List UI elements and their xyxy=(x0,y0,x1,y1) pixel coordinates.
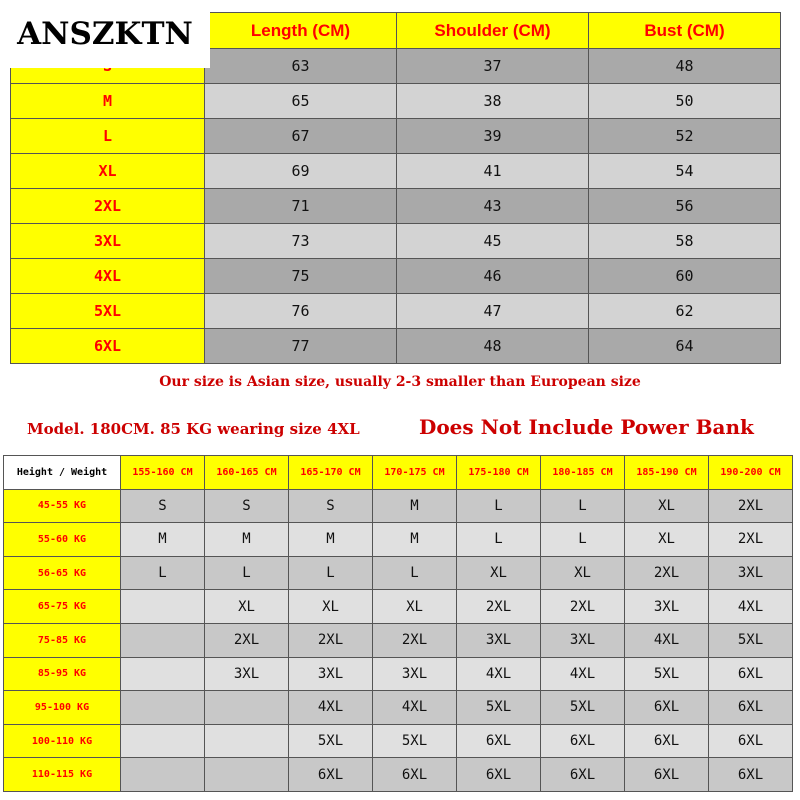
height-weight-corner-label: Height / Weight xyxy=(4,456,121,490)
power-bank-note: Does Not Include Power Bank xyxy=(419,415,754,439)
size-row xyxy=(11,224,781,259)
height-column-header: 175-180 CM xyxy=(457,456,541,490)
weight-row xyxy=(4,523,793,557)
shoulder-value: 38 xyxy=(397,84,589,119)
recommended-size-cell: L xyxy=(457,489,541,523)
weight-row xyxy=(4,590,793,624)
recommended-size-cell: 2XL xyxy=(373,623,457,657)
recommended-size-cell: M xyxy=(373,489,457,523)
height-column-header: 185-190 CM xyxy=(625,456,709,490)
height-column-header: 160-165 CM xyxy=(205,456,289,490)
weight-row-header: 110-115 KG xyxy=(4,758,121,792)
length-value: 71 xyxy=(205,189,397,224)
weight-row-header: 56-65 KG xyxy=(4,556,121,590)
length-value: 77 xyxy=(205,329,397,364)
bust-column-header: Bust (CM) xyxy=(589,13,781,49)
size-row xyxy=(11,294,781,329)
recommended-size-cell: 6XL xyxy=(625,724,709,758)
height-header-row xyxy=(4,456,793,490)
recommended-size-cell: 2XL xyxy=(709,523,793,557)
length-value: 67 xyxy=(205,119,397,154)
size-label: 4XL xyxy=(11,259,205,294)
size-label: 3XL xyxy=(11,224,205,259)
height-column-header: 165-170 CM xyxy=(289,456,373,490)
recommended-size-cell xyxy=(121,623,205,657)
height-column-header: 190-200 CM xyxy=(709,456,793,490)
shoulder-value: 37 xyxy=(397,49,589,84)
size-label: M xyxy=(11,84,205,119)
bust-value: 60 xyxy=(589,259,781,294)
size-label: L xyxy=(11,119,205,154)
size-row xyxy=(11,189,781,224)
size-label: XL xyxy=(11,154,205,189)
shoulder-value: 47 xyxy=(397,294,589,329)
length-value: 73 xyxy=(205,224,397,259)
bust-value: 56 xyxy=(589,189,781,224)
weight-row-header: 85-95 KG xyxy=(4,657,121,691)
recommended-size-cell: 4XL xyxy=(541,657,625,691)
recommended-size-cell: 5XL xyxy=(373,724,457,758)
recommended-size-cell: S xyxy=(205,489,289,523)
recommended-size-cell: 6XL xyxy=(709,724,793,758)
recommended-size-cell: S xyxy=(121,489,205,523)
recommended-size-cell: 6XL xyxy=(457,758,541,792)
length-value: 65 xyxy=(205,84,397,119)
recommended-size-cell: 2XL xyxy=(289,623,373,657)
recommended-size-cell: 4XL xyxy=(373,691,457,725)
weight-row xyxy=(4,691,793,725)
weight-row xyxy=(4,758,793,792)
bust-value: 58 xyxy=(589,224,781,259)
height-column-header: 170-175 CM xyxy=(373,456,457,490)
recommended-size-cell: 3XL xyxy=(205,657,289,691)
recommended-size-cell: 3XL xyxy=(289,657,373,691)
recommended-size-cell: L xyxy=(205,556,289,590)
recommended-size-cell: 5XL xyxy=(457,691,541,725)
recommended-size-cell: 6XL xyxy=(541,724,625,758)
recommended-size-cell: 3XL xyxy=(541,623,625,657)
recommended-size-cell xyxy=(121,691,205,725)
bust-value: 64 xyxy=(589,329,781,364)
length-value: 63 xyxy=(205,49,397,84)
recommended-size-cell: XL xyxy=(373,590,457,624)
size-recommendation-table xyxy=(3,455,793,792)
bust-value: 52 xyxy=(589,119,781,154)
weight-row xyxy=(4,657,793,691)
recommended-size-cell: 3XL xyxy=(709,556,793,590)
shoulder-value: 45 xyxy=(397,224,589,259)
recommended-size-cell: 6XL xyxy=(709,657,793,691)
recommended-size-cell xyxy=(205,758,289,792)
recommended-size-cell: L xyxy=(373,556,457,590)
bust-value: 50 xyxy=(589,84,781,119)
recommended-size-cell: 6XL xyxy=(457,724,541,758)
recommended-size-cell: XL xyxy=(289,590,373,624)
recommended-size-cell: XL xyxy=(457,556,541,590)
recommended-size-cell: M xyxy=(205,523,289,557)
recommended-size-cell: 3XL xyxy=(457,623,541,657)
recommended-size-cell: L xyxy=(121,556,205,590)
size-label: 6XL xyxy=(11,329,205,364)
size-row xyxy=(11,154,781,189)
bust-value: 48 xyxy=(589,49,781,84)
recommended-size-cell: L xyxy=(541,523,625,557)
recommended-size-cell: 4XL xyxy=(289,691,373,725)
recommended-size-cell: L xyxy=(541,489,625,523)
recommended-size-cell: 5XL xyxy=(289,724,373,758)
recommended-size-cell xyxy=(121,657,205,691)
recommended-size-cell xyxy=(121,724,205,758)
brand-logo: ANSZKTN xyxy=(0,0,210,68)
length-value: 69 xyxy=(205,154,397,189)
recommended-size-cell: 2XL xyxy=(457,590,541,624)
recommended-size-cell: 4XL xyxy=(457,657,541,691)
recommended-size-cell xyxy=(205,691,289,725)
model-info-note: Model. 180CM. 85 KG wearing size 4XL xyxy=(27,420,360,438)
recommended-size-cell: M xyxy=(121,523,205,557)
weight-row xyxy=(4,556,793,590)
shoulder-column-header: Shoulder (CM) xyxy=(397,13,589,49)
weight-row xyxy=(4,623,793,657)
recommended-size-cell xyxy=(121,590,205,624)
recommended-size-cell: 5XL xyxy=(625,657,709,691)
recommended-size-cell: 5XL xyxy=(709,623,793,657)
size-label: 5XL xyxy=(11,294,205,329)
recommended-size-cell: 6XL xyxy=(709,691,793,725)
shoulder-value: 46 xyxy=(397,259,589,294)
size-row xyxy=(11,119,781,154)
height-column-header: 155-160 CM xyxy=(121,456,205,490)
size-row xyxy=(11,329,781,364)
recommended-size-cell: 4XL xyxy=(625,623,709,657)
recommended-size-cell: 3XL xyxy=(373,657,457,691)
shoulder-value: 41 xyxy=(397,154,589,189)
bust-value: 62 xyxy=(589,294,781,329)
recommended-size-cell xyxy=(205,724,289,758)
recommended-size-cell: L xyxy=(289,556,373,590)
weight-row-header: 75-85 KG xyxy=(4,623,121,657)
recommended-size-cell: M xyxy=(289,523,373,557)
recommended-size-cell: 2XL xyxy=(625,556,709,590)
weight-row-header: 45-55 KG xyxy=(4,489,121,523)
weight-row-header: 55-60 KG xyxy=(4,523,121,557)
recommended-size-cell: L xyxy=(457,523,541,557)
recommended-size-cell: XL xyxy=(625,523,709,557)
recommended-size-cell: 2XL xyxy=(205,623,289,657)
recommended-size-cell: 4XL xyxy=(709,590,793,624)
size-row xyxy=(11,84,781,119)
size-row xyxy=(11,259,781,294)
weight-row xyxy=(4,724,793,758)
bust-value: 54 xyxy=(589,154,781,189)
weight-row-header: 95-100 KG xyxy=(4,691,121,725)
height-column-header: 180-185 CM xyxy=(541,456,625,490)
recommended-size-cell xyxy=(121,758,205,792)
shoulder-value: 43 xyxy=(397,189,589,224)
recommended-size-cell: XL xyxy=(205,590,289,624)
recommended-size-cell: 3XL xyxy=(625,590,709,624)
shoulder-value: 39 xyxy=(397,119,589,154)
recommended-size-cell: 5XL xyxy=(541,691,625,725)
asian-size-note: Our size is Asian size, usually 2-3 smaller than European size xyxy=(159,374,641,390)
recommended-size-cell: M xyxy=(373,523,457,557)
recommended-size-cell: 6XL xyxy=(709,758,793,792)
weight-row-header: 65-75 KG xyxy=(4,590,121,624)
weight-row-header: 100-110 KG xyxy=(4,724,121,758)
recommended-size-cell: 6XL xyxy=(541,758,625,792)
recommended-size-cell: XL xyxy=(541,556,625,590)
recommended-size-cell: 2XL xyxy=(709,489,793,523)
recommended-size-cell: S xyxy=(289,489,373,523)
shoulder-value: 48 xyxy=(397,329,589,364)
recommended-size-cell: XL xyxy=(625,489,709,523)
recommended-size-cell: 2XL xyxy=(541,590,625,624)
length-value: 76 xyxy=(205,294,397,329)
recommended-size-cell: 6XL xyxy=(625,691,709,725)
recommended-size-cell: 6XL xyxy=(289,758,373,792)
length-value: 75 xyxy=(205,259,397,294)
size-label: 2XL xyxy=(11,189,205,224)
length-column-header: Length (CM) xyxy=(205,13,397,49)
recommended-size-cell: 6XL xyxy=(373,758,457,792)
recommended-size-cell: 6XL xyxy=(625,758,709,792)
weight-row xyxy=(4,489,793,523)
